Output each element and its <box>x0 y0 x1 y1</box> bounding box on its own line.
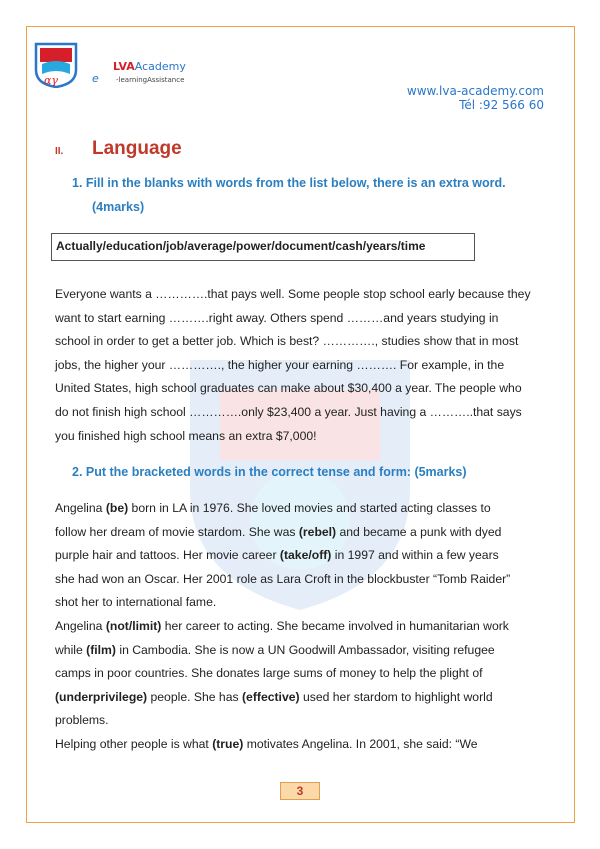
q1-paragraph <box>55 283 555 448</box>
q2-line <box>55 521 555 545</box>
q2-text: purple hair and tattoos. Her movie career <box>55 548 280 563</box>
q1-line: do not finish high school ………….only $23,400 a year. Just having a ………..that says <box>55 404 522 419</box>
brand-name <box>113 60 186 73</box>
q2-text: problems. <box>55 713 109 728</box>
q2-text: shot her to international fame. <box>55 595 217 610</box>
q2-line <box>55 544 555 568</box>
q2-text: people. She has <box>147 689 242 704</box>
brand-academy: Academy <box>134 60 186 73</box>
svg-text:αγ: αγ <box>44 74 59 87</box>
word-list-box: Actually/education/job/average/power/document/cash/years/time <box>51 233 475 261</box>
brand-tagline: -learningAssistance <box>116 76 185 84</box>
q2-text: in Cambodia. She is now a UN Goodwill Ambassador, visiting refugee <box>115 642 495 657</box>
bracketed-word: (true) <box>212 736 244 751</box>
q1-line: Everyone wants a ………….that pays well. Some people stop school early because they <box>55 287 531 301</box>
q2-line <box>55 662 555 686</box>
q2-text: camps in poor countries. She donates large sums of money to help the plight of <box>55 666 483 681</box>
q2-line <box>55 497 555 521</box>
phone-number: Tél :92 566 60 <box>459 98 544 112</box>
q2-text: follow her dream of movie stardom. She was <box>55 524 299 539</box>
lva-logo <box>30 40 82 88</box>
section-number: II. <box>55 146 64 157</box>
q2-text: motivates Angelina. In 2001, she said: “We <box>243 736 478 751</box>
q2-text: in 1997 and within a few years <box>331 548 499 563</box>
page-number-badge: 3 <box>280 782 320 800</box>
q2-line <box>55 591 555 615</box>
bracketed-word: (take/off) <box>279 548 332 563</box>
bracketed-word: (film) <box>86 642 116 657</box>
bracketed-word: (underprivilege) <box>55 689 148 704</box>
section-title: Language <box>92 138 182 159</box>
q2-text: used her stardom to highlight world <box>299 689 493 704</box>
q2-line <box>55 686 555 710</box>
q1-instruction: 1. Fill in the blanks with words from the list below, there is an extra word. <box>72 176 506 190</box>
q2-line <box>55 709 555 733</box>
q1-line: want to start earning ……….right away. Others spend ………and years studying in <box>55 310 499 325</box>
bracketed-word: (not/limit) <box>105 618 162 633</box>
q2-line <box>55 615 555 639</box>
q1-line: you finished high school means an extra $7,000! <box>55 428 317 443</box>
q2-line <box>55 639 555 663</box>
q2-line <box>55 733 555 757</box>
brand-lva: LVA <box>113 60 135 73</box>
q2-text: while <box>55 642 87 657</box>
q2-instruction: 2. Put the bracketed words in the correct tense and form: (5marks) <box>72 465 467 479</box>
q2-line <box>55 568 555 592</box>
q2-text: Angelina <box>55 501 106 515</box>
q2-text: born in LA in 1976. She loved movies and started acting classes to <box>128 501 491 515</box>
q2-text: she had won an Oscar. Her 2001 role as Lara Croft in the blockbuster “Tomb Raider” <box>55 571 511 586</box>
q2-text: and became a punk with dyed <box>336 524 502 539</box>
q2-paragraph <box>55 497 555 757</box>
bracketed-word: (effective) <box>241 689 300 704</box>
q1-marks: (4marks) <box>92 200 145 214</box>
bracketed-word: (be) <box>105 501 129 515</box>
bracketed-word: (rebel) <box>298 524 337 539</box>
q1-line: United States, high school graduates can make about $30,400 a year. The people who <box>55 381 522 396</box>
q2-text: Helping other people is what <box>55 736 213 751</box>
website-link[interactable]: www.lva-academy.com <box>406 84 544 98</box>
brand-e-letter: e <box>92 72 99 85</box>
q1-line: jobs, the higher your …………., the higher your earning ………. For example, in the <box>55 357 505 372</box>
q2-text: Angelina <box>55 618 106 633</box>
contact-block <box>407 84 544 112</box>
q1-line: school in order to get a better job. Which is best? …………., studies show that in most <box>55 334 519 349</box>
q2-text: her career to acting. She became involved in humanitarian work <box>161 618 509 633</box>
